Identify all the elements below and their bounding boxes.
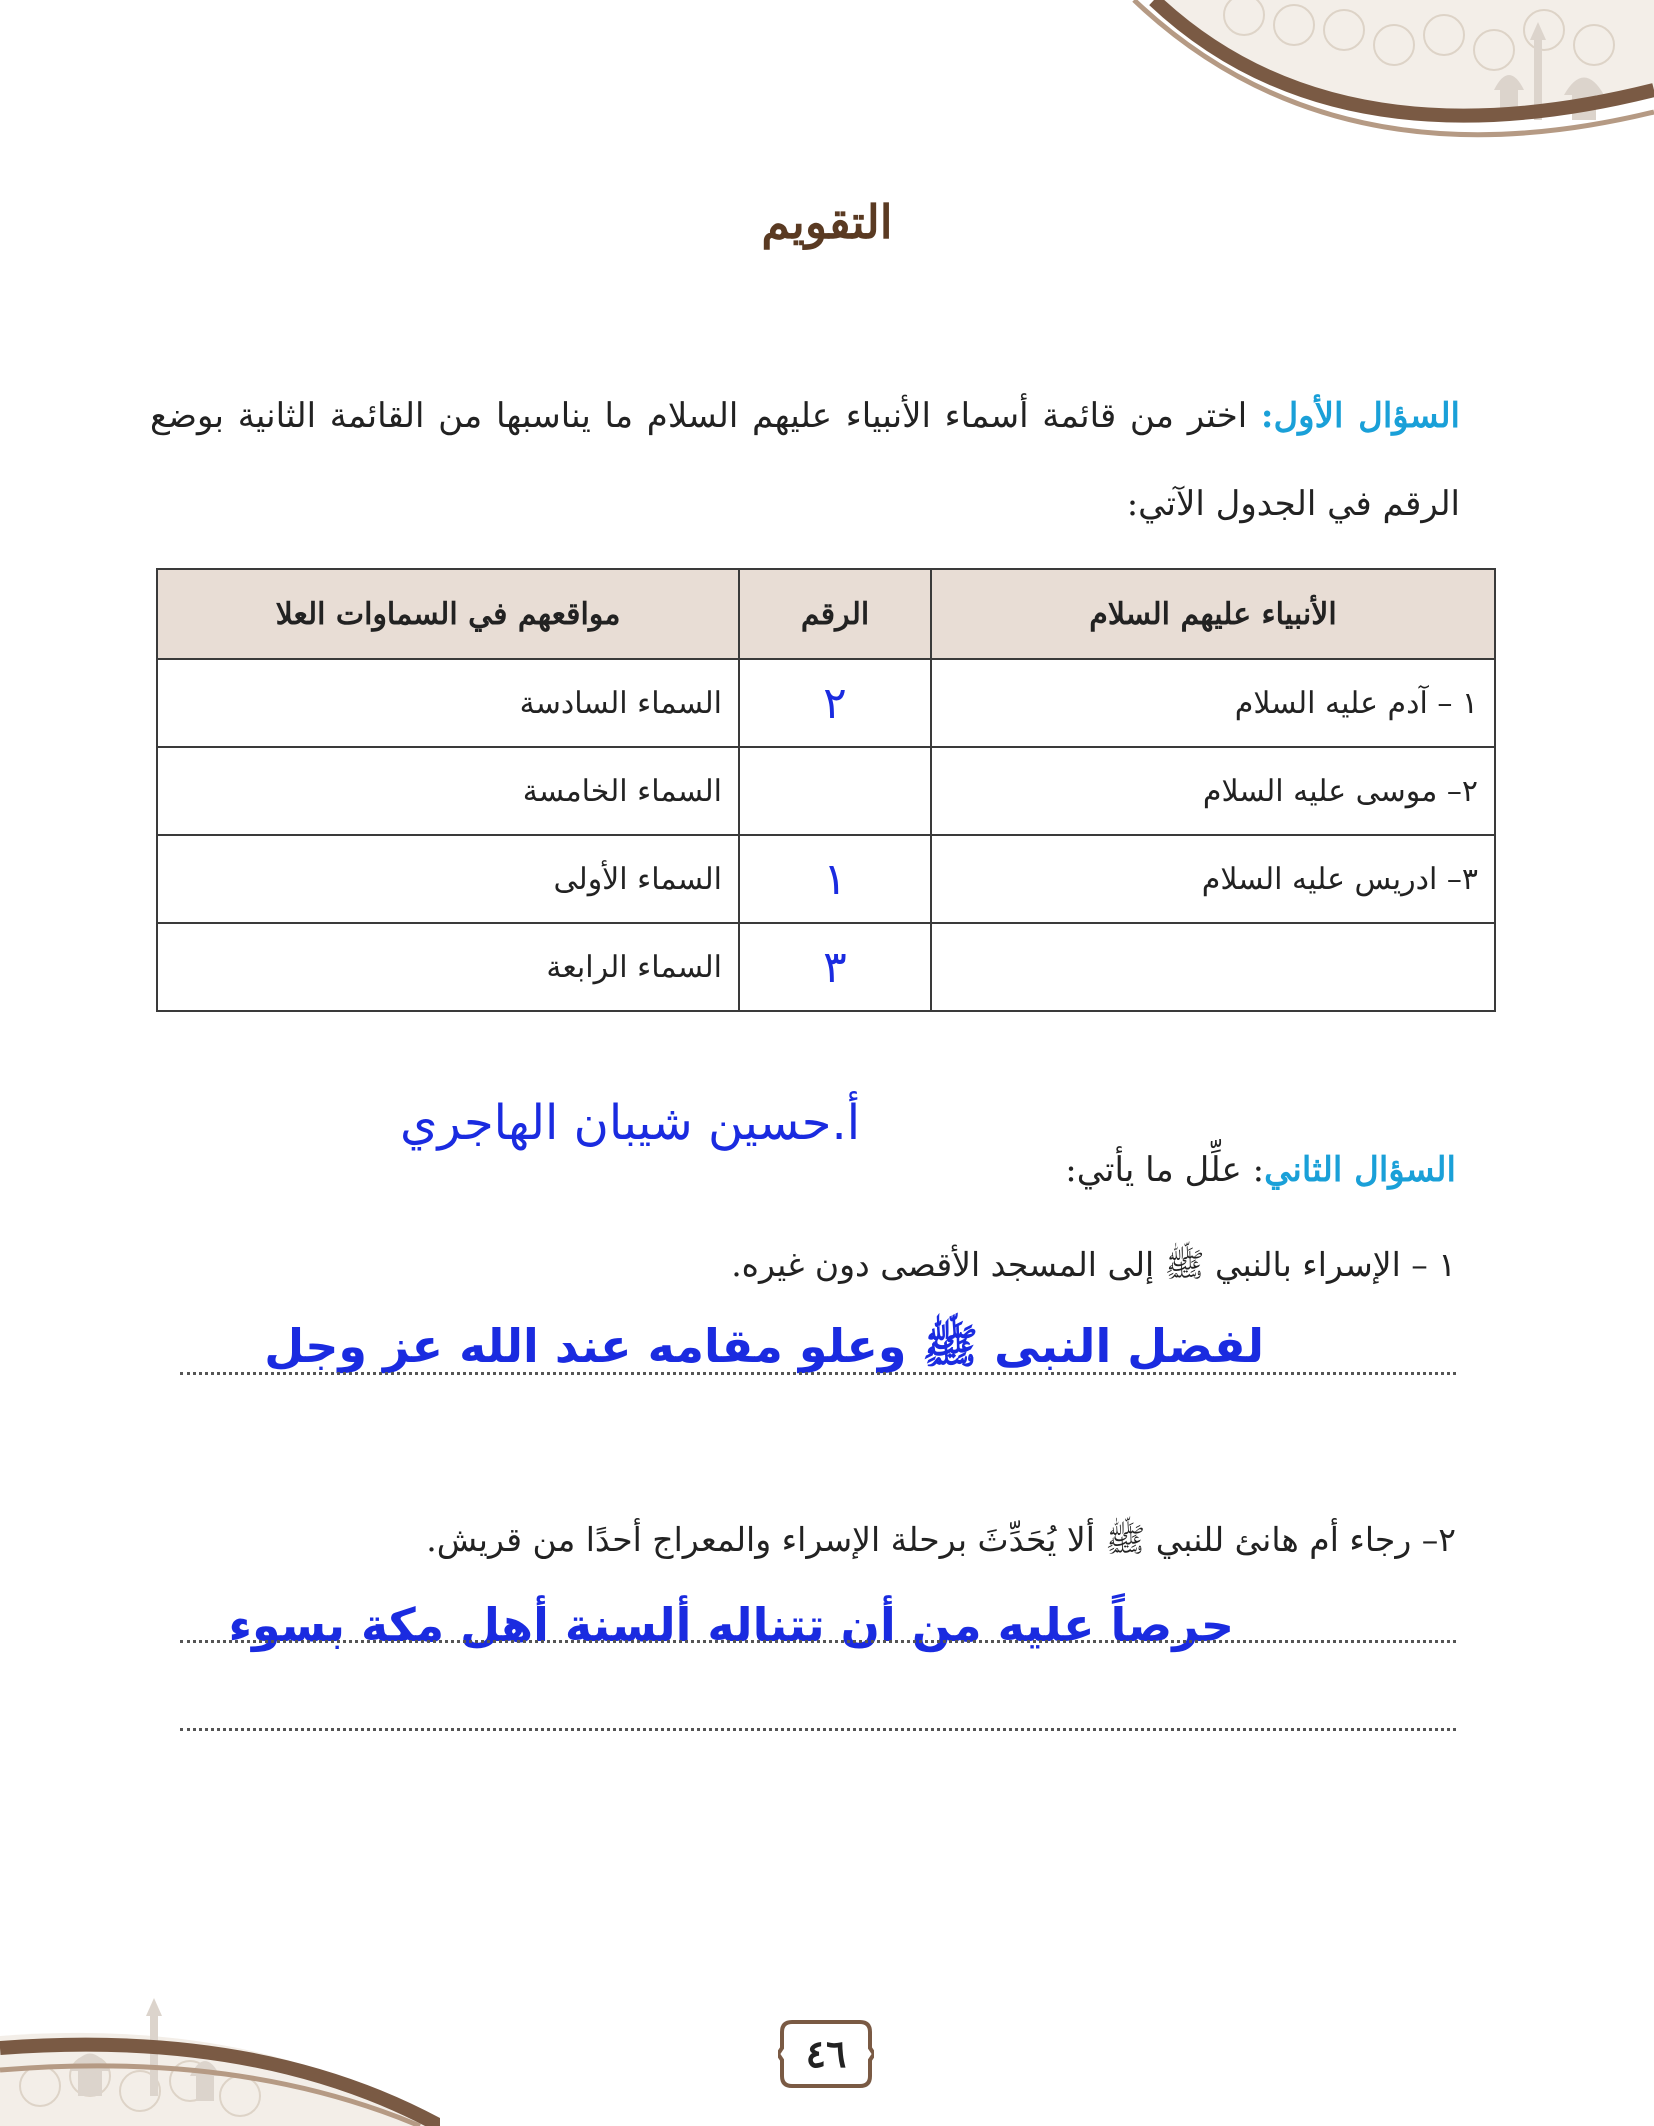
answer-line-2[interactable]: [180, 1640, 1456, 1643]
table-row: [157, 923, 1495, 1011]
place-cell: السماء الرابعة: [157, 923, 739, 1011]
prophet-cell: [931, 923, 1495, 1011]
number-cell[interactable]: ١: [739, 835, 931, 923]
question-2-item-1: ١ – الإسراء بالنبي ﷺ إلى المسجد الأقصى دون غيره.: [731, 1245, 1456, 1284]
prophet-cell: ١ – آدم عليه السلام: [931, 659, 1495, 747]
number-cell[interactable]: ٣: [739, 923, 931, 1011]
matching-table: [156, 568, 1496, 1012]
question-2-item-2: ٢– رجاء أم هانئ للنبي ﷺ ألا يُحَدِّثَ برحلة الإسراء والمعراج أحدًا من قريش.: [426, 1520, 1456, 1559]
question-2: [1065, 1150, 1456, 1190]
answer-2[interactable]: حرصاً عليه من أن تتناله ألسنة أهل مكة بسوء: [228, 1598, 1234, 1652]
answer-line-3[interactable]: [180, 1728, 1456, 1731]
table-row: [157, 835, 1495, 923]
table-row: [157, 659, 1495, 747]
question-1-text: اختر من قائمة أسماء الأنبياء عليهم السلام ما يناسبها من القائمة الثانية بوضع الرقم في الجدول الآتي:: [150, 396, 1460, 524]
table-header-row: [157, 569, 1495, 659]
place-cell: السماء السادسة: [157, 659, 739, 747]
prophet-cell: ٢– موسى عليه السلام: [931, 747, 1495, 835]
question-2-label: السؤال الثاني: [1264, 1150, 1456, 1190]
place-cell: السماء الخامسة: [157, 747, 739, 835]
answer-line-1[interactable]: [180, 1372, 1456, 1375]
question-1-label: السؤال الأول:: [1260, 396, 1460, 436]
place-cell: السماء الأولى: [157, 835, 739, 923]
table-row: [157, 747, 1495, 835]
question-2-instruction: : علِّل ما يأتي:: [1065, 1150, 1265, 1190]
answer-1[interactable]: لفضل النبى ﷺ وعلو مقامه عند الله عز وجل: [264, 1319, 1264, 1373]
prophet-cell: ٣– ادريس عليه السلام: [931, 835, 1495, 923]
question-1: [150, 372, 1460, 548]
corner-ornament-top: [1094, 0, 1654, 160]
page-title: التقويم: [761, 195, 893, 249]
teacher-name: أ.حسين شيبان الهاجري: [399, 1095, 861, 1151]
number-cell[interactable]: [739, 747, 931, 835]
corner-ornament-bottom: [0, 1976, 440, 2126]
header-number: الرقم: [739, 569, 931, 659]
header-places: مواقعهم في السماوات العلا: [157, 569, 739, 659]
header-prophets: الأنبياء عليهم السلام: [931, 569, 1495, 659]
number-cell[interactable]: ٢: [739, 659, 931, 747]
page-number: ٤٦: [805, 2031, 847, 2076]
